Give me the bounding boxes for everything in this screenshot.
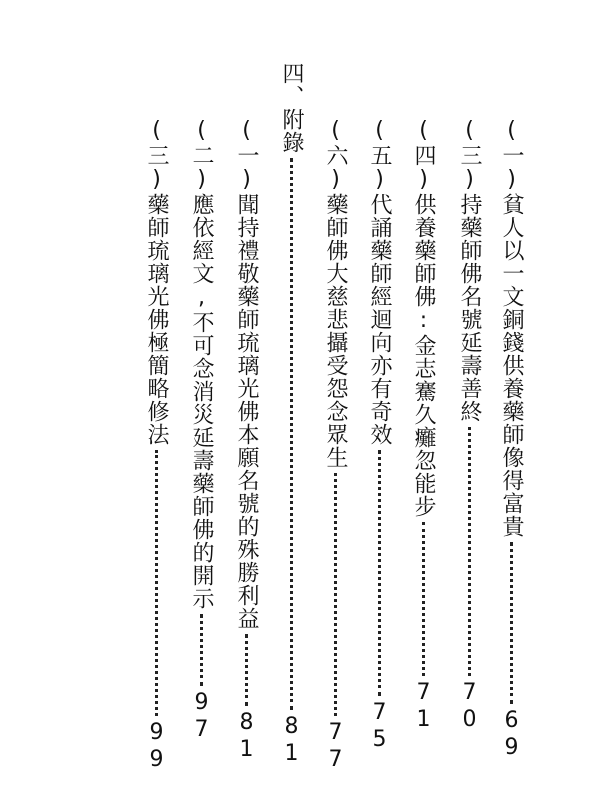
toc-entry-title: (六)藥師佛大慈悲攝受怨念眾生 <box>323 118 348 469</box>
toc-entry-page: 77 <box>323 720 348 774</box>
toc-entry-title: (一)貧人以一文銅錢供養藥師像得富貴 <box>499 118 524 538</box>
toc-entry <box>190 118 212 748</box>
toc-entry-title: (一)聞持禮敬藥師琉璃光佛本願名號的殊勝利益 <box>234 118 259 630</box>
toc-entry-title: (三)藥師琉璃光佛極簡略修法 <box>144 118 169 446</box>
toc-entry-title: (四)供養藥師佛:金志騫久癱忽能步 <box>411 118 436 518</box>
toc-entry-title: (五)代誦藥師經迴向亦有奇效 <box>367 118 392 446</box>
toc-entry-page: 75 <box>367 700 392 754</box>
toc-entry-page: 81 <box>234 710 259 764</box>
toc-entry <box>324 118 346 778</box>
toc-entry-page: 70 <box>457 680 482 734</box>
dot-leader <box>468 427 471 676</box>
toc-entry-page: 69 <box>499 708 524 762</box>
toc-entry <box>368 118 390 758</box>
toc-entry-page: 71 <box>411 680 436 734</box>
dot-leader <box>510 542 513 704</box>
toc-entry-title: (三)持藥師佛名號延壽善終 <box>457 118 482 423</box>
toc-entry <box>500 118 522 766</box>
toc-section-title: 四、附錄 <box>279 62 304 154</box>
toc-section-entry <box>280 62 302 772</box>
dot-leader <box>200 614 203 686</box>
dot-leader <box>245 634 248 706</box>
dot-leader <box>155 450 158 716</box>
dot-leader <box>422 522 425 676</box>
toc-entry <box>412 118 434 738</box>
toc-entry <box>458 118 480 738</box>
toc-entry <box>145 118 167 778</box>
dot-leader <box>290 158 293 710</box>
toc-entry-page: 99 <box>144 720 169 774</box>
toc-entry <box>235 118 257 768</box>
dot-leader <box>334 473 337 716</box>
dot-leader <box>378 450 381 696</box>
toc-entry-title: (二)應依經文,不可念消災延壽藥師佛的開示 <box>189 118 214 610</box>
toc-entry-page: 97 <box>189 690 214 744</box>
toc-entry-page: 81 <box>279 714 304 768</box>
